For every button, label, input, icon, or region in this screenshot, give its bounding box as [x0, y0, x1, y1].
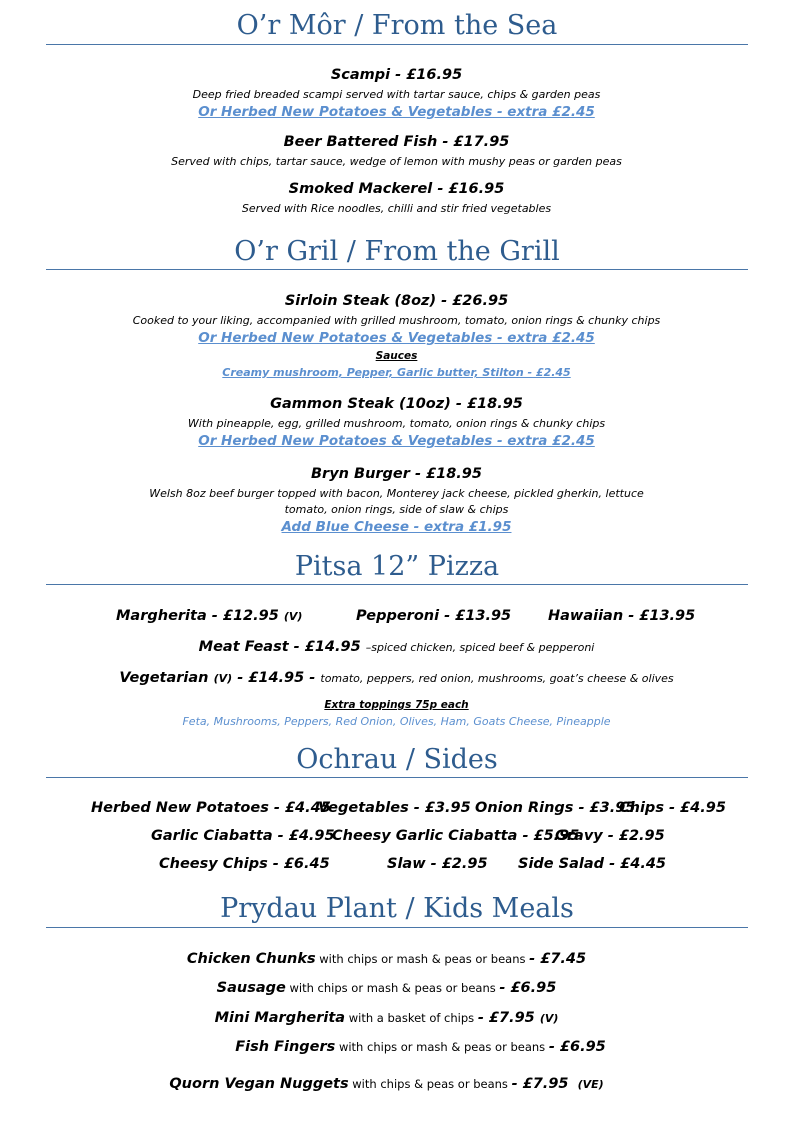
side-item: Vegetables - £3.95 [318, 800, 471, 816]
side-item: Onion Rings - £3.95 [475, 800, 636, 816]
kids-item-name: Chicken Chunks [186, 951, 316, 967]
kids-item [10, 1010, 763, 1026]
pizza-meat-desc: –spiced chicken, spiced beef & pepperoni [365, 641, 595, 654]
sauces-label: Sauces [375, 350, 418, 362]
scampi-desc: Deep fried breaded scampi served with tartar sauce, chips & garden peas [192, 88, 601, 101]
kids-item-tag: (VE) [577, 1078, 604, 1091]
scampi-alt: Or Herbed New Potatoes & Vegetables - extra £2.45 [198, 104, 595, 120]
pizza-veg-price: - £14.95 - [237, 670, 316, 686]
side-item: Gravy - £2.95 [555, 828, 665, 844]
burger-title: Bryn Burger - £18.95 [311, 466, 482, 482]
pizza-veg-desc: tomato, peppers, red onion, mushrooms, goat’s cheese & olives [320, 672, 674, 685]
sirloin-desc: Cooked to your liking, accompanied with grilled mushroom, tomato, onion rings & chunky chips [132, 314, 661, 327]
gammon-title: Gammon Steak (10oz) - £18.95 [270, 396, 523, 412]
side-item: Cheesy Garlic Ciabatta - £5.95 [332, 828, 580, 844]
mackerel-title: Smoked Mackerel - £16.95 [288, 181, 505, 197]
fish-desc: Served with chips, tartar sauce, wedge of lemon with mushy peas or garden peas [171, 155, 622, 168]
gammon-desc: With pineapple, egg, grilled mushroom, tomato, onion rings & chunky chips [187, 417, 606, 430]
kids-item-price: - £7.45 [529, 951, 587, 967]
pizza-veg-tag: (V) [213, 672, 233, 685]
sirloin-alt: Or Herbed New Potatoes & Vegetables - extra £2.45 [198, 330, 595, 346]
pizza-meat-title: Meat Feast - £14.95 [198, 639, 361, 655]
gammon-alt: Or Herbed New Potatoes & Vegetables - extra £2.45 [198, 433, 595, 449]
kids-item-price: - £6.95 [548, 1039, 606, 1055]
scampi-title: Scampi - £16.95 [330, 67, 463, 83]
pizza-meat-feast [20, 639, 773, 655]
toppings-label: Extra toppings 75p each [324, 699, 469, 711]
sides-heading: Ochrau / Sides [296, 744, 498, 775]
toppings-list: Feta, Mushrooms, Peppers, Red Onion, Olives, Ham, Goats Cheese, Pineapple [182, 715, 611, 728]
pizza-margherita-tag: (V) [283, 610, 303, 623]
kids-item-desc: with chips or mash & peas or beans [315, 952, 530, 966]
pizza-pepperoni: Pepperoni - £13.95 [356, 608, 512, 624]
kids-item-name: Quorn Vegan Nuggets [169, 1076, 349, 1092]
kids-item-desc: with a basket of chips [345, 1011, 478, 1025]
pizza-veg-name: Vegetarian [119, 670, 209, 686]
pizza-heading: Pitsa 12” Pizza [294, 551, 500, 582]
sirloin-title: Sirloin Steak (8oz) - £26.95 [284, 293, 509, 309]
kids-item-desc: with chips or mash & peas or beans [285, 981, 500, 995]
kids-item-price: - £7.95 [477, 1010, 535, 1026]
pizza-margherita [116, 608, 302, 624]
burger-desc-2: tomato, onion rings, side of slaw & chips [284, 503, 509, 516]
grill-divider [46, 269, 748, 270]
kids-item-desc: with chips or mash & peas or beans [335, 1040, 549, 1054]
kids-item-price: - £7.95 [511, 1076, 569, 1092]
kids-heading: Prydau Plant / Kids Meals [220, 893, 574, 924]
kids-item-price: - £6.95 [499, 980, 557, 996]
side-item: Slaw - £2.95 [387, 856, 488, 872]
kids-item [44, 1039, 793, 1055]
kids-item [10, 1076, 763, 1092]
grill-heading: O’r Gril / From the Grill [234, 236, 560, 267]
kids-item [10, 980, 763, 996]
kids-item-name: Mini Margherita [214, 1010, 346, 1026]
sea-heading: O’r Môr / From the Sea [236, 10, 558, 41]
pizza-hawaiian: Hawaiian - £13.95 [548, 608, 696, 624]
side-item: Cheesy Chips - £6.45 [159, 856, 330, 872]
kids-item-tag: (V) [539, 1012, 559, 1025]
side-item: Side Salad - £4.45 [518, 856, 667, 872]
kids-item-name: Fish Fingers [235, 1039, 336, 1055]
kids-item-desc: with chips & peas or beans [348, 1077, 512, 1091]
kids-divider [46, 927, 748, 928]
side-item: Herbed New Potatoes - £4.45 [91, 800, 331, 816]
mackerel-desc: Served with Rice noodles, chilli and stir fried vegetables [241, 202, 552, 215]
side-item: Garlic Ciabatta - £4.95 [151, 828, 335, 844]
burger-alt: Add Blue Cheese - extra £1.95 [281, 519, 512, 535]
pizza-margherita-label: Margherita - £12.95 [116, 608, 279, 624]
kids-item [10, 951, 763, 967]
kids-item-name: Sausage [216, 980, 286, 996]
pizza-vegetarian [20, 670, 773, 686]
sea-divider [46, 44, 748, 45]
fish-title: Beer Battered Fish - £17.95 [283, 134, 510, 150]
pizza-divider [46, 584, 748, 585]
burger-desc-1: Welsh 8oz beef burger topped with bacon, Monterey jack cheese, pickled gherkin, lettuce [149, 487, 644, 500]
side-item: Chips - £4.95 [619, 800, 726, 816]
sides-divider [46, 777, 748, 778]
sauces-list: Creamy mushroom, Pepper, Garlic butter, Stilton - £2.45 [222, 366, 571, 379]
